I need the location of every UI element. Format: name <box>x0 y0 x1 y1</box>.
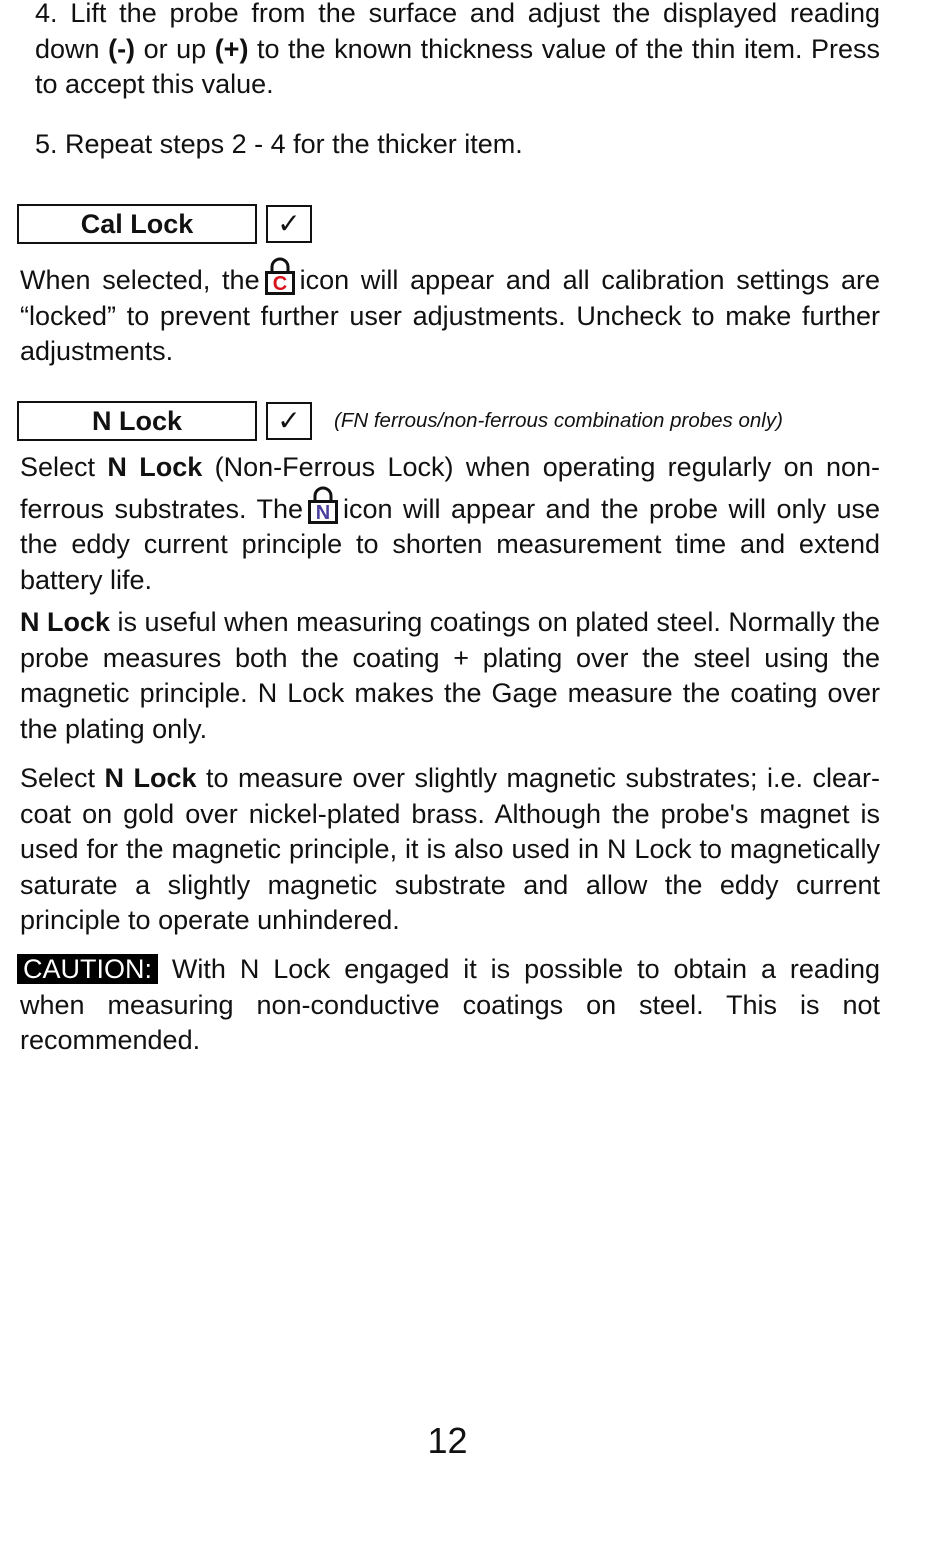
checkmark-icon: ✓ <box>277 208 301 239</box>
n-lock-checkbox <box>266 402 312 440</box>
cal-lock-icon-letter: C <box>272 273 287 295</box>
n-lock-paragraph-3 <box>20 761 880 939</box>
cal-lock-checkbox <box>266 205 312 243</box>
n-lock-label: N Lock <box>91 406 183 436</box>
n-lock-p3-text-2: to measure over slightly magnetic substrates; i.e. clear-coat on gold over nickel-plated brass. Although the probe's magnet is used for the magnetic principle, it is also used in N Lock to magnetically saturate a slightly magnetic substrate and allow the eddy current principle to operate unhindered. <box>20 763 880 935</box>
step-5-paragraph: 5. Repeat steps 2 - 4 for the thicker item. <box>35 129 523 159</box>
cal-lock-text-2: icon will appear and all calibration settings are “locked” to prevent further user adjustments. Uncheck to make further adjustments. <box>20 265 880 366</box>
cal-lock-padlock-icon <box>264 257 296 295</box>
n-lock-p3-bold: N Lock <box>104 763 197 793</box>
caution-badge: CAUTION: <box>17 954 158 984</box>
step-4-text-1: 4. Lift the probe from the surface and adjust the displayed reading down <box>35 0 880 64</box>
page-number: 12 <box>427 1420 468 1461</box>
caution-text: With N Lock engaged it is possible to obtain a reading when measuring non-conductive coatings on steel. This is not recommended. <box>20 954 880 1055</box>
minus-key-label: (-) <box>108 33 136 64</box>
n-lock-p1-bold: N Lock <box>107 452 203 482</box>
cal-lock-menu-item <box>17 203 312 245</box>
n-lock-p1-text-2: (Non-Ferrous Lock) when operating regularly on non-ferrous substrates. The <box>20 452 880 524</box>
cal-lock-text-1: When selected, the <box>20 265 260 295</box>
n-lock-paragraph-2 <box>20 605 880 747</box>
n-lock-padlock-icon <box>307 486 339 524</box>
cal-lock-label: Cal Lock <box>80 209 194 239</box>
n-lock-menu-item <box>17 400 783 442</box>
n-lock-label-box <box>17 401 257 441</box>
step-4-paragraph <box>35 0 880 103</box>
n-lock-p1-text-1: Select <box>20 452 108 482</box>
n-lock-p2-text: is useful when measuring coatings on plated steel. Normally the probe measures both the coating + plating over the steel using the magnetic principle. N Lock makes the Gage measure the coating over the plating only. <box>20 607 880 744</box>
n-lock-p3-text-1: Select <box>20 763 105 793</box>
cal-lock-label-box <box>17 204 257 244</box>
step-4-text-2: or up <box>135 33 215 64</box>
plus-key-label: (+) <box>214 33 249 64</box>
n-lock-p1-text-3: icon will appear and the probe will only use the eddy current principle to shorten measurement time and extend battery life. <box>20 493 880 595</box>
n-lock-p2-bold: N Lock <box>20 607 111 637</box>
caution-paragraph <box>20 952 880 1059</box>
n-lock-probe-note: (FN ferrous/non-ferrous combination probes only) <box>334 409 783 432</box>
n-lock-icon-letter: N <box>315 501 331 524</box>
step-4-text-3: to the known thickness value of the thin item. Press to accept this value. <box>35 33 880 99</box>
cal-lock-description <box>20 257 880 370</box>
n-lock-paragraph-1 <box>20 450 880 598</box>
checkmark-icon: ✓ <box>277 405 301 436</box>
